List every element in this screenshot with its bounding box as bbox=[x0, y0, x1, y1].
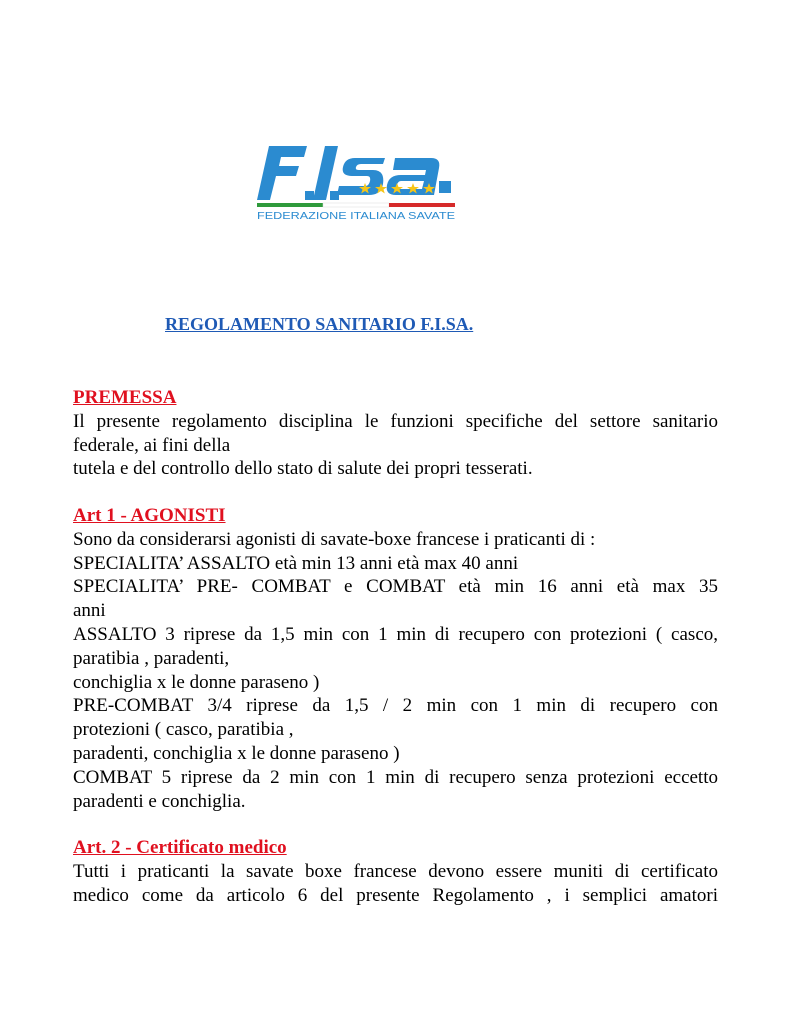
section-heading: PREMESSA bbox=[73, 387, 177, 408]
text-line: paradenti, conchiglia x le donne paraseno ) bbox=[73, 742, 400, 764]
document-title: REGOLAMENTO SANITARIO F.I.SA. bbox=[165, 314, 474, 334]
text-line: federale, ai fini della bbox=[73, 434, 231, 456]
logo-subtitle: FEDERAZIONE ITALIANA SAVATE bbox=[257, 211, 456, 222]
logo-letters bbox=[257, 146, 451, 200]
fisa-logo bbox=[255, 140, 460, 222]
text-line: ASSALTO 3 riprese da 1,5 min con 1 min di recupero con protezioni ( casco, bbox=[73, 623, 718, 645]
section-art2-certificato bbox=[73, 836, 718, 907]
text-line: Il presente regolamento disciplina le funzioni specifiche del settore sanitario bbox=[73, 410, 718, 432]
logo-tricolor-bar bbox=[257, 203, 455, 207]
section-premessa bbox=[73, 386, 718, 481]
text-line: anni bbox=[73, 600, 106, 622]
text-line: tutela e del controllo dello stato di salute dei propri tesserati. bbox=[73, 458, 533, 480]
section-heading: Art 1 - AGONISTI bbox=[73, 505, 226, 526]
text-line: paradenti e conchiglia. bbox=[73, 790, 246, 812]
text-line: SPECIALITA’ ASSALTO età min 13 anni età max 40 anni bbox=[73, 552, 519, 574]
text-line: PRE-COMBAT 3/4 riprese da 1,5 / 2 min con 1 min di recupero con bbox=[73, 695, 718, 717]
text-line: protezioni ( casco, paratibia , bbox=[73, 719, 294, 741]
text-line: conchiglia x le donne paraseno ) bbox=[73, 671, 320, 693]
text-line: paratibia , paradenti, bbox=[73, 647, 230, 669]
text-line: COMBAT 5 riprese da 2 min con 1 min di recupero senza protezioni eccetto bbox=[73, 766, 718, 788]
section-heading: Art. 2 - Certificato medico bbox=[73, 837, 287, 858]
text-line: Sono da considerarsi agonisti di savate-boxe francese i praticanti di : bbox=[73, 528, 596, 550]
text-line: Tutti i praticanti la savate boxe francese devono essere muniti di certificato bbox=[73, 860, 718, 882]
text-line: medico come da articolo 6 del presente Regolamento , i semplici amatori bbox=[73, 884, 718, 906]
text-line: SPECIALITA’ PRE- COMBAT e COMBAT età min 16 anni età max 35 bbox=[73, 576, 718, 598]
section-art1-agonisti bbox=[73, 504, 718, 813]
